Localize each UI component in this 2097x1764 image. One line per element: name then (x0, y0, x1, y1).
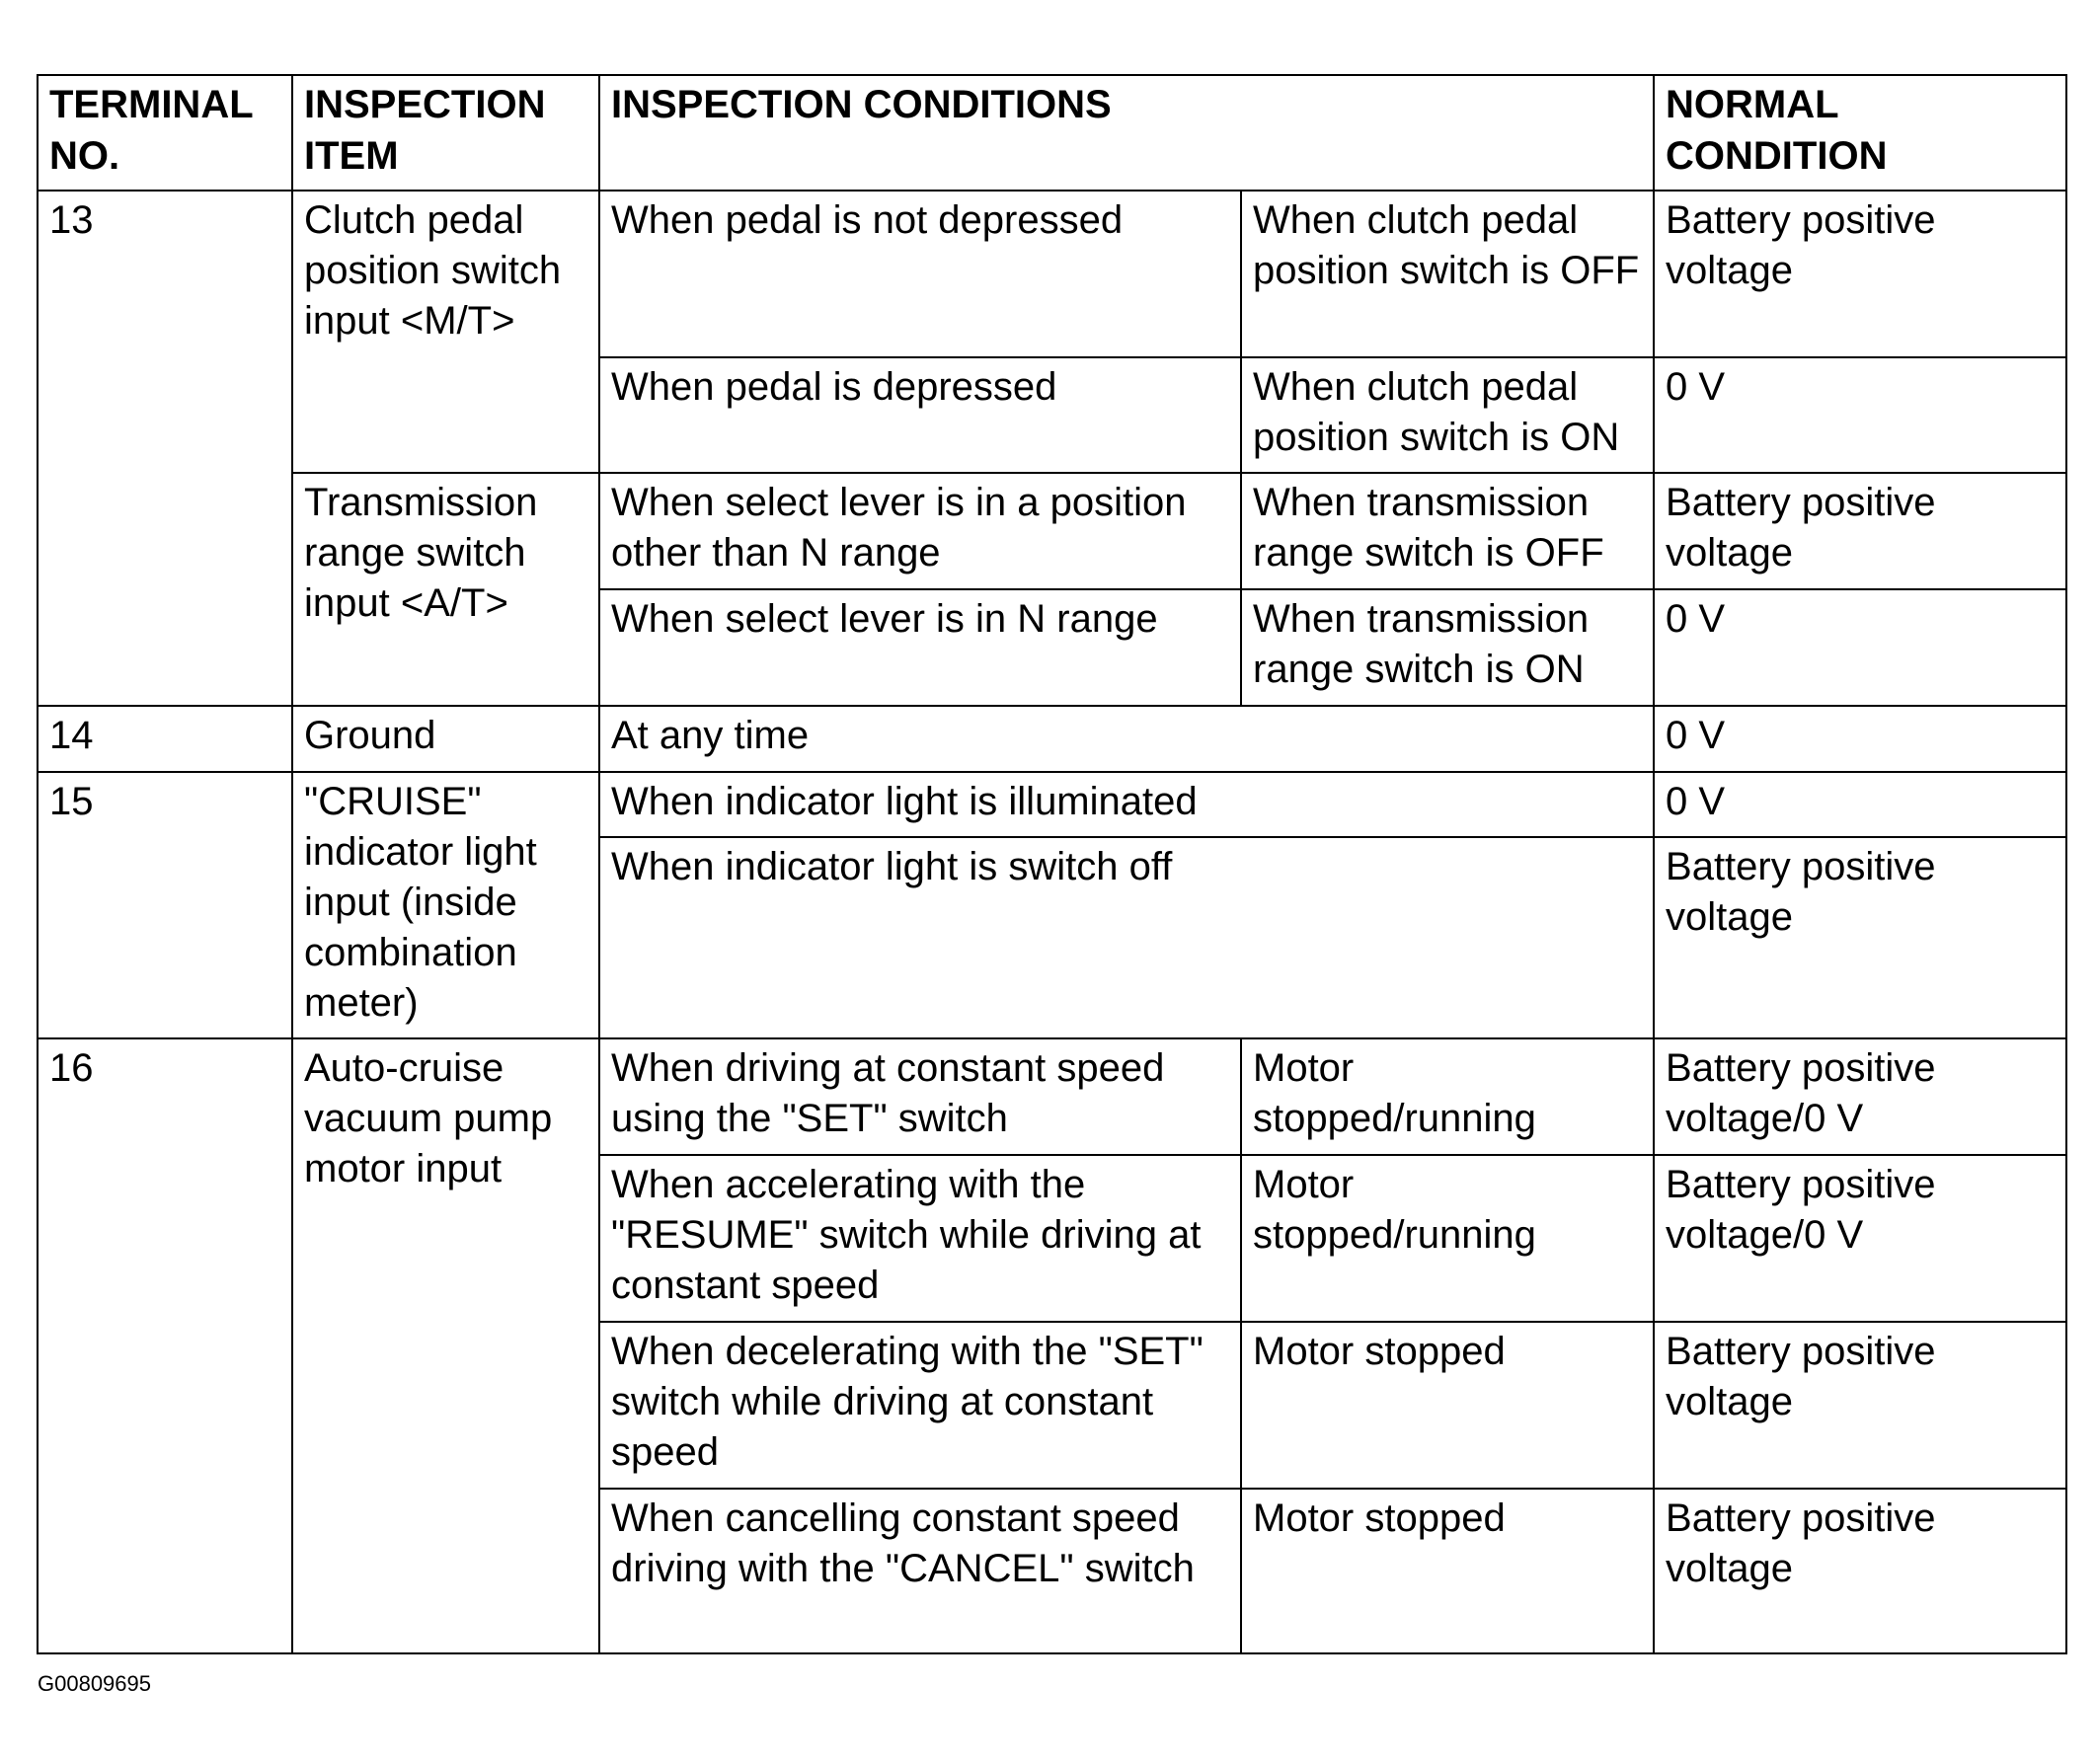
item-clutch-pedal-switch: Clutch pedal position switch input <M/T> (292, 191, 599, 473)
condition-cell: When indicator light is illuminated (599, 772, 1654, 837)
terminal-13: 13 (38, 191, 292, 706)
normal-cell: Battery positive voltage (1654, 473, 2066, 589)
table-row (38, 1038, 2066, 1155)
condition-cell: When pedal is not depressed (599, 191, 1241, 357)
item-ground: Ground (292, 706, 599, 772)
terminal-16: 16 (38, 1038, 292, 1653)
table-row (38, 706, 2066, 772)
normal-cell: Battery positive voltage/0 V (1654, 1038, 2066, 1155)
terminal-14: 14 (38, 706, 292, 772)
normal-cell: 0 V (1654, 772, 2066, 837)
normal-cell: 0 V (1654, 357, 2066, 473)
condition-cell: When cancelling constant speed driving with the "CANCEL" switch (599, 1489, 1241, 1653)
table-row (38, 473, 2066, 589)
detail-cell: When transmission range switch is OFF (1241, 473, 1654, 589)
condition-cell: When select lever is in N range (599, 589, 1241, 706)
normal-cell: Battery positive voltage (1654, 191, 2066, 357)
detail-cell: When transmission range switch is ON (1241, 589, 1654, 706)
normal-cell: Battery positive voltage (1654, 837, 2066, 1038)
detail-cell: When clutch pedal position switch is OFF (1241, 191, 1654, 357)
header-normal-condition: NORMAL CONDITION (1654, 75, 2066, 191)
inspection-table (37, 74, 2067, 1654)
detail-cell: Motor stopped/running (1241, 1155, 1654, 1322)
detail-cell: When clutch pedal position switch is ON (1241, 357, 1654, 473)
header-inspection-conditions: INSPECTION CONDITIONS (599, 75, 1654, 191)
normal-cell: 0 V (1654, 589, 2066, 706)
condition-cell: When accelerating with the "RESUME" switch while driving at constant speed (599, 1155, 1241, 1322)
detail-cell: Motor stopped (1241, 1322, 1654, 1489)
header-inspection-item: INSPECTION ITEM (292, 75, 599, 191)
normal-cell: Battery positive voltage (1654, 1322, 2066, 1489)
condition-cell: When indicator light is switch off (599, 837, 1654, 1038)
condition-cell: When decelerating with the "SET" switch while driving at constant speed (599, 1322, 1241, 1489)
header-terminal-no: TERMINAL NO. (38, 75, 292, 191)
table-row (38, 772, 2066, 837)
terminal-15: 15 (38, 772, 292, 1038)
figure-id: G00809695 (38, 1671, 151, 1696)
condition-cell: When driving at constant speed using the "SET" switch (599, 1038, 1241, 1155)
normal-cell: Battery positive voltage/0 V (1654, 1155, 2066, 1322)
detail-cell: Motor stopped (1241, 1489, 1654, 1653)
normal-cell: 0 V (1654, 706, 2066, 772)
detail-cell: Motor stopped/running (1241, 1038, 1654, 1155)
item-vacuum-pump-motor: Auto-cruise vacuum pump motor input (292, 1038, 599, 1653)
condition-cell: When select lever is in a position other than N range (599, 473, 1241, 589)
condition-cell: When pedal is depressed (599, 357, 1241, 473)
table-row (38, 191, 2066, 357)
normal-cell: Battery positive voltage (1654, 1489, 2066, 1653)
header-row (38, 75, 2066, 191)
condition-cell: At any time (599, 706, 1654, 772)
item-transmission-range-switch: Transmission range switch input <A/T> (292, 473, 599, 706)
item-cruise-indicator: "CRUISE" indicator light input (inside combination meter) (292, 772, 599, 1038)
